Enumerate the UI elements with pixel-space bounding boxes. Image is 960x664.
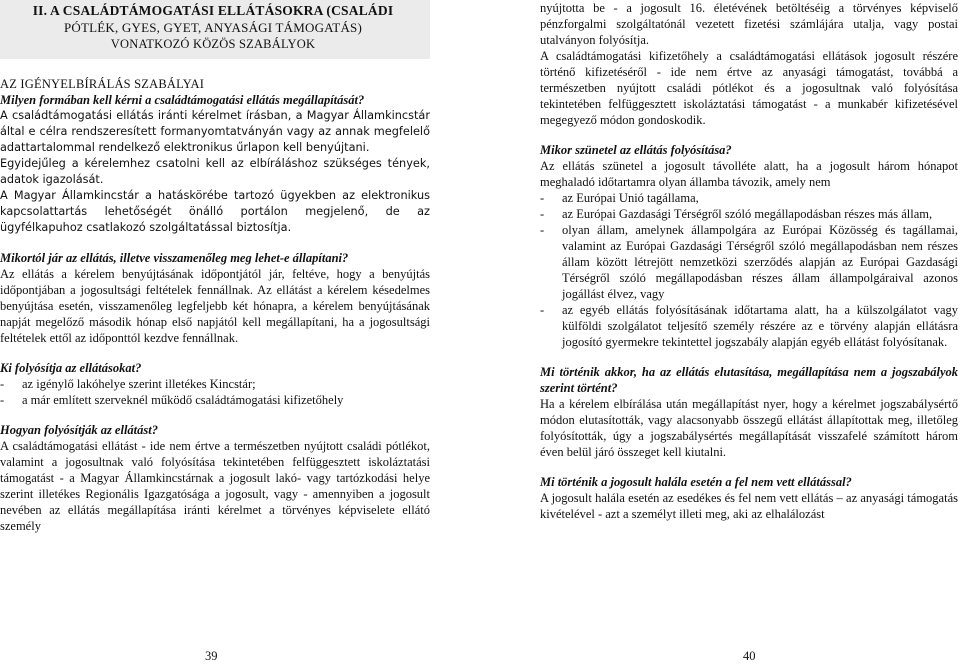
- paragraph: Az ellátás a kérelem benyújtásának időpontjától jár, feltéve, hogy a benyújtás időpontjában a jogosultsági feltételek fennállnak. Az ellátást a kérelem késedelmes benyújtása esetén, visszamenőleg legfeljebb két hónapra, a kérelem benyújtásának napját megelőző második hónap első napjától kell megállapítani, ha a jogosultsági feltételek ettől az időponttól kezdve fennállnak.: [0, 267, 430, 345]
- chapter-heading: [0, 0, 430, 59]
- list-item-text: az Európai Gazdasági Térségről szóló megállapodásban részes más állam,: [562, 207, 933, 221]
- question-heading: Hogyan folyósítják az ellátást?: [0, 423, 158, 437]
- question-heading: Mikor szünetel az ellátás folyósítása?: [540, 143, 732, 157]
- list-item-text: az Európai Unió tagállama,: [562, 191, 699, 205]
- paragraph: nyújtotta be - a jogosult 16. életévének betöltéséig a törvényes képviselő pénzforgalmi szolgáltatónál vezetett fizetési számlájára utalja, vagy postai utalványon folyósítja.: [540, 1, 958, 47]
- list-item: - az Európai Unió tagállama,: [540, 190, 958, 206]
- list-item-text: olyan állam, amelynek állampolgára az Európai Közösség és tagállamai, valamint az Európai Gazdasági Térségről szóló megállapodásban nem részes állam között létrejött nemzetközi szerződés alapján az Európai Gazdasági Térségről szóló megállapodásban részes állam állampolgáraival azonos jogállást élvez, vagy: [562, 223, 958, 301]
- list-item-text: az egyéb ellátás folyósításának időtartama alatt, ha a külszolgálatot vagy külföldi szolgálatot teljesítő személy részére az e törvény alapján ellátásra jogosító gyermekre tekintettel jogszabály alapján egyéb ellátást folyósítanak.: [562, 303, 958, 349]
- list-item-text: az igénylő lakóhelye szerint illetékes Kincstár;: [22, 377, 256, 391]
- paragraph: Az ellátás szünetel a jogosult távolléte alatt, ha a jogosult három hónapot meghaladó időtartamra olyan államba távozik, amely nem: [540, 159, 958, 189]
- list-item: - az egyéb ellátás folyósításának időtartama alatt, ha a külszolgálatot vagy külföldi szolgálatot teljesítő személy részére az e törvény alapján ellátásra jogosító gyermekre tekintettel jogszabály alapján egyéb ellátást folyósítanak.: [540, 303, 958, 349]
- question-heading: Mi történik a jogosult halála esetén a fel nem vett ellátással?: [540, 475, 852, 489]
- question-heading: Ki folyósítja az ellátásokat?: [0, 361, 142, 375]
- paragraph: Egyidejűleg a kérelemhez csatolni kell az elbíráláshoz szükséges tények, adatok igazolását.: [0, 157, 430, 186]
- paragraph: A családtámogatási kifizetőhely a családtámogatási ellátások jogosult részére történő kifizetéséről - ide nem értve az anyasági támogatást, továbbá a természetben nyújtott családi pótlékot és a jogosultnak való folyósítása tekintetében felfüggesztett iskoláztatási támogatást - a munkabér kifizetésével megegyező módon gondoskodik.: [540, 49, 958, 127]
- left-page: [0, 0, 430, 534]
- paragraph: A családtámogatási ellátást - ide nem értve a természetben nyújtott családi pótlékot, valamint a jogosultnak való folyósítása tekintetében felfüggesztett iskoláztatási támogatást - a Magyar Államkincstárnak a jogosult lakó- vagy tartózkodási helye szerint illetékes Regionális Igazgatósága a jogosult, vagy - amennyiben a jogosult nevében az ellátás megállapítása iránti kérelmet a törvényes képviselete ellátó személy: [0, 439, 430, 533]
- right-page: [540, 0, 958, 522]
- chapter-heading-line-2: PÓTLÉK, GYES, GYET, ANYASÁGI TÁMOGATÁS): [63, 20, 362, 35]
- paragraph: A családtámogatási ellátás iránti kérelmet írásban, a Magyar Államkincstár által e célra rendszeresített formanyomtatványán vagy az annak megfelelő adattartalommal rendelkező elektronikus űrlapon kell benyújtani.: [0, 109, 430, 154]
- page-number-left: 39: [205, 649, 218, 663]
- paragraph: A jogosult halála esetén az esedékes és fel nem vett ellátás – az anyasági támogatás kivételével - azt a személyt illeti meg, aki az elhalálozást: [540, 491, 958, 521]
- list-item: - az Európai Gazdasági Térségről szóló megállapodásban részes más állam,: [540, 206, 958, 222]
- list-item: - az igénylő lakóhelye szerint illetékes Kincstár;: [0, 376, 430, 392]
- question-heading: Milyen formában kell kérni a családtámogatási ellátás megállapítását?: [0, 93, 365, 107]
- section-title: AZ IGÉNYELBÍRÁLÁS SZABÁLYAI: [0, 77, 205, 91]
- chapter-heading-line-1: II. A CSALÁDTÁMOGATÁSI ELLÁTÁSOKRA (CSALÁDI: [32, 3, 394, 18]
- list-item: - olyan állam, amelynek állampolgára az Európai Közösség és tagállamai, valamint az Európai Gazdasági Térségről szóló megállapodásban nem részes állam között létrejött nemzetközi szerződés alapján az Európai Gazdasági Térségről szóló megállapodásban részes állam állampolgáraival azonos jogállást élvez, vagy: [540, 223, 958, 301]
- chapter-heading-line-3: VONATKOZÓ KÖZÖS SZABÁLYOK: [110, 37, 316, 51]
- page-number-right: 40: [743, 649, 756, 663]
- question-heading: Mikortól jár az ellátás, illetve visszamenőleg meg lehet-e állapítani?: [0, 251, 349, 265]
- paragraph: A Magyar Államkincstár a hatáskörébe tartozó ügyekben az elektronikus kapcsolattartás lehetőségét önálló portálon megjelenő, de az ügyfélkapuhoz csatlakozó szolgáltatással biztosítja.: [0, 189, 430, 234]
- list-item: - a már említett szerveknél működő családtámogatási kifizetőhely: [0, 392, 430, 408]
- paragraph: Ha a kérelem elbírálása után megállapítást nyer, hogy a kérelmet jogszabálysértő módon elutasították, vagy alacsonyabb összegű ellátást állapítottak meg, illetőleg folyósították, úgy a jogszabálysértés megállapítását visszafelé számított három éven belül járó összeget kell kiutalni.: [540, 397, 958, 459]
- list-item-text: a már említett szerveknél működő családtámogatási kifizetőhely: [22, 393, 344, 407]
- question-heading: Mi történik akkor, ha az ellátás elutasítása, megállapítása nem a jogszabályok szerint történt?: [540, 365, 958, 395]
